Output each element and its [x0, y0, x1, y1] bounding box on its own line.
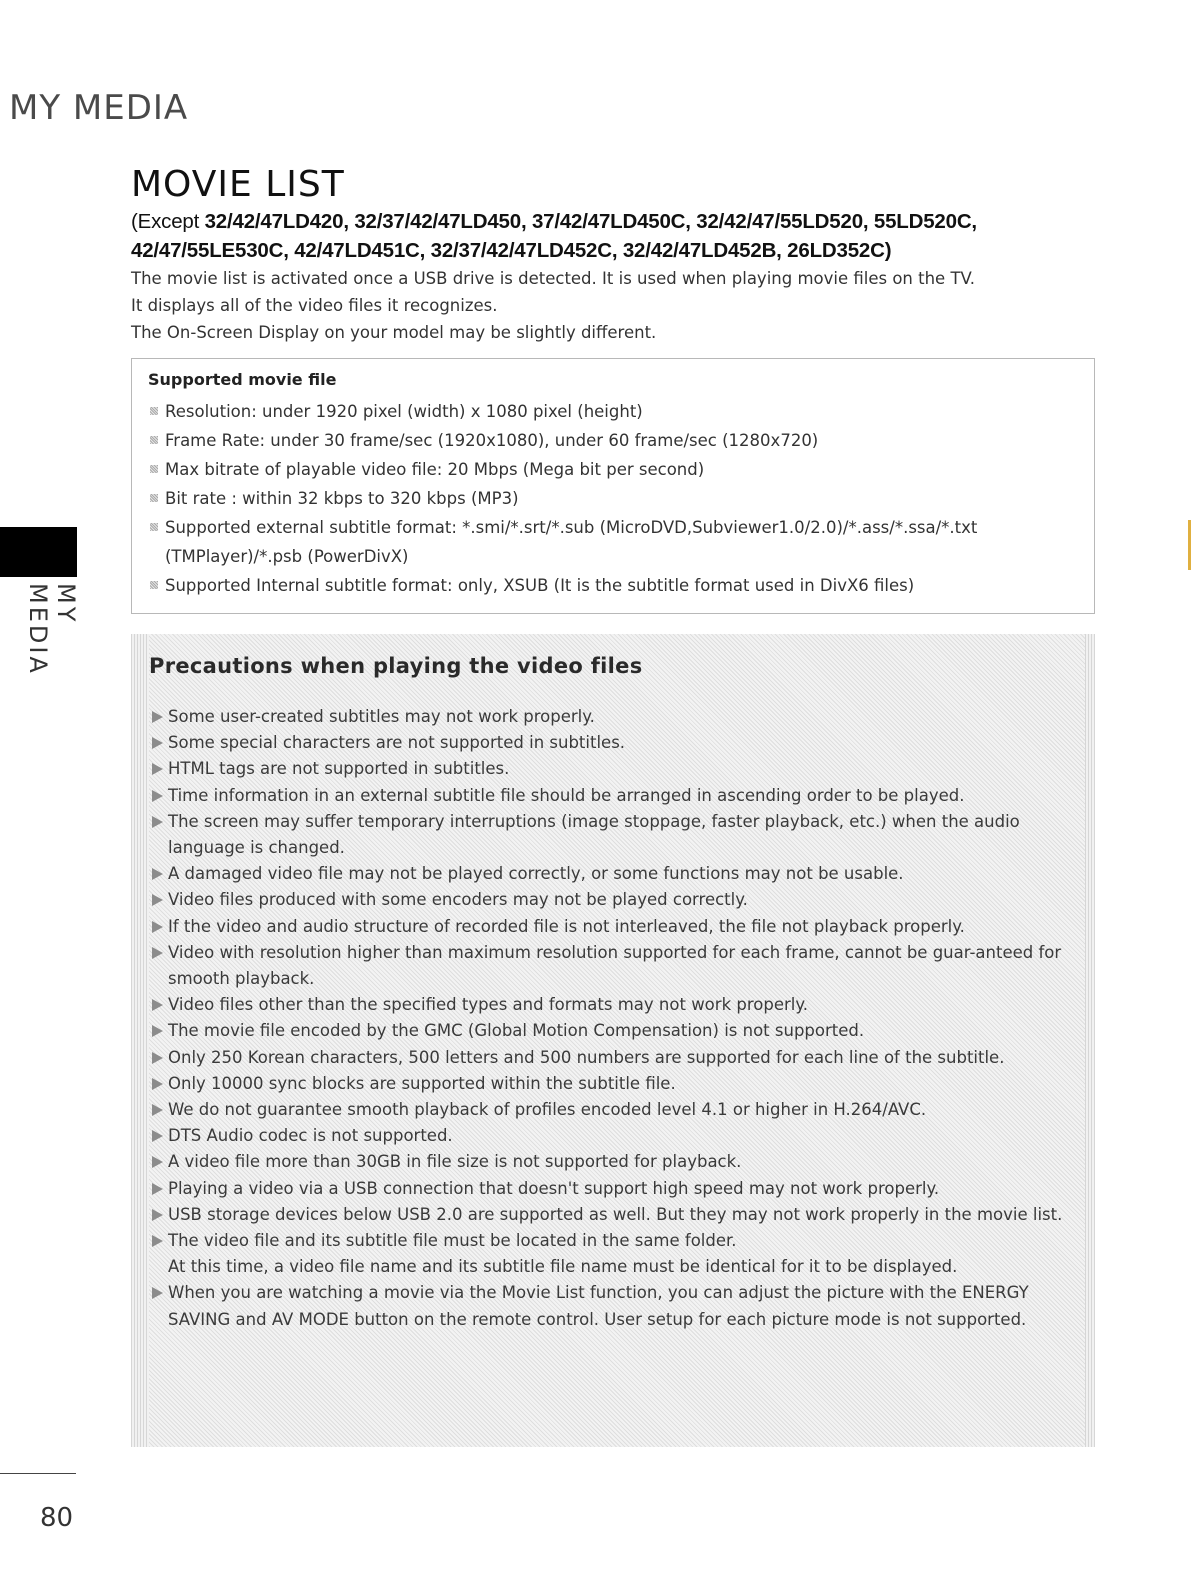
list-item-text: When you are watching a movie via the Movie List function, you can adjust the picture with the ENERGY SAVING and AV MODE button on the remote control. User setup for each picture mode is not supported. [168, 1283, 1029, 1329]
list-item [149, 1149, 1074, 1175]
list-item [149, 1228, 1074, 1254]
list-item [149, 1097, 1074, 1123]
arrow-bullet-icon [152, 1183, 163, 1195]
page-number: 80 [40, 1503, 74, 1533]
list-item-text: A damaged video file may not be played correctly, or some functions may not be usable. [168, 864, 904, 884]
list-item-continuation [149, 1254, 1074, 1280]
arrow-bullet-icon [152, 921, 163, 933]
arrow-bullet-icon [152, 816, 163, 828]
arrow-bullet-icon [152, 894, 163, 906]
list-item [149, 1123, 1074, 1149]
list-item-text: Time information in an external subtitle file should be arranged in ascending order to be played. [168, 785, 965, 805]
list-item [149, 940, 1074, 992]
list-item [149, 1018, 1074, 1044]
list-item-text: Some user-created subtitles may not work properly. [168, 707, 595, 726]
arrow-bullet-icon [152, 1025, 163, 1037]
precautions-box [131, 634, 1095, 1447]
list-item-text: Video with resolution higher than maximum resolution supported for each frame, cannot be guar-anteed for smooth playback. [168, 942, 1062, 989]
intro-line: It displays all of the video files it recognizes. [131, 296, 498, 315]
list-item-text: Supported Internal subtitle format: only, XSUB (It is the subtitle format used in DivX6 files) [165, 576, 915, 595]
list-item [149, 809, 1074, 861]
arrow-bullet-icon [152, 868, 163, 880]
list-item-text: Resolution: under 1920 pixel (width) x 1080 pixel (height) [165, 402, 643, 421]
arrow-bullet-icon [152, 1156, 163, 1168]
list-item [148, 455, 1083, 484]
excluded-models-lead: (Except [131, 210, 200, 233]
list-item [149, 1045, 1074, 1071]
section-title: MOVIE LIST [131, 164, 345, 205]
list-item [148, 397, 1083, 426]
arrow-bullet-icon [152, 1130, 163, 1142]
precautions-list [149, 704, 1074, 1333]
list-item [149, 992, 1074, 1018]
list-item [149, 756, 1074, 782]
footer-rule [0, 1473, 76, 1474]
arrow-bullet-icon [152, 790, 163, 802]
arrow-bullet-icon [152, 1209, 163, 1221]
list-item [149, 861, 1074, 887]
square-bullet-icon [150, 494, 158, 502]
supported-movie-file-title: Supported movie file [148, 370, 337, 389]
side-tab-label: MY MEDIA [24, 583, 80, 676]
list-item-text: Supported external subtitle format: *.smi/*.srt/*.sub (MicroDVD,Subviewer1.0/2.0)/*.ass/*.ssa/*.txt (TMPlayer)/*.psb (PowerDivX) [165, 518, 978, 566]
list-item-text: The video file and its subtitle file must be located in the same folder. [168, 1231, 737, 1251]
supported-movie-file-list [148, 397, 1083, 600]
arrow-bullet-icon [152, 737, 163, 749]
excluded-models-line-2: 42/47/55LE530C, 42/47LD451C, 32/37/42/47LD452C, 32/42/47LD452B, 26LD352C) [131, 239, 892, 262]
square-bullet-icon [150, 523, 158, 531]
excluded-models-list-1: 32/42/47LD420, 32/37/42/47LD450, 37/42/47LD450C, 32/42/47/55LD520, 55LD520C, [204, 210, 977, 233]
list-item-text: Bit rate : within 32 kbps to 320 kbps (MP3) [165, 489, 519, 508]
side-tab-marker [0, 527, 77, 577]
page-header: MY MEDIA [9, 88, 189, 128]
arrow-bullet-icon [152, 1078, 163, 1090]
list-item-text: DTS Audio codec is not supported. [168, 1126, 453, 1146]
precautions-title: Precautions when playing the video files [149, 654, 643, 678]
list-item [149, 783, 1074, 809]
arrow-bullet-icon [152, 1287, 163, 1299]
list-item [149, 704, 1074, 730]
list-item-text: Video files other than the specified types and formats may not work properly. [168, 995, 809, 1015]
list-item-text: We do not guarantee smooth playback of profiles encoded level 4.1 or higher in H.264/AVC. [168, 1100, 927, 1120]
list-item-text: The screen may suffer temporary interruptions (image stoppage, faster playback, etc.) when the audio language is changed. [168, 811, 1020, 858]
excluded-models [131, 207, 1091, 265]
list-item [149, 1071, 1074, 1097]
excluded-models-line-1 [131, 207, 1091, 236]
list-item-text: A video file more than 30GB in file size is not supported for playback. [168, 1152, 742, 1172]
arrow-bullet-icon [152, 999, 163, 1011]
list-item-text: Frame Rate: under 30 frame/sec (1920x1080), under 60 frame/sec (1280x720) [165, 431, 819, 450]
intro-text [131, 265, 1091, 346]
list-item-text: Max bitrate of playable video file: 20 Mbps (Mega bit per second) [165, 460, 705, 479]
arrow-bullet-icon [152, 1235, 163, 1247]
arrow-bullet-icon [152, 763, 163, 775]
arrow-bullet-icon [152, 1104, 163, 1116]
square-bullet-icon [150, 581, 158, 589]
list-item [149, 914, 1074, 940]
list-item-text: USB storage devices below USB 2.0 are supported as well. But they may not work properly in the movie list. [168, 1204, 1063, 1224]
list-item [148, 484, 1083, 513]
list-item-text: If the video and audio structure of recorded file is not interleaved, the file not playback properly. [168, 916, 965, 936]
list-item-text: Some special characters are not supported in subtitles. [168, 733, 626, 753]
square-bullet-icon [150, 407, 158, 415]
intro-line: The movie list is activated once a USB drive is detected. It is used when playing movie files on the TV. [131, 269, 975, 288]
supported-movie-file-box [131, 358, 1095, 614]
square-bullet-icon [150, 465, 158, 473]
list-item-text: Video files produced with some encoders may not be played correctly. [168, 890, 748, 910]
list-item [148, 571, 1083, 600]
list-item-text: HTML tags are not supported in subtitles. [168, 759, 510, 779]
list-item [149, 1176, 1074, 1202]
list-item-text: Only 250 Korean characters, 500 letters and 500 numbers are supported for each line of the subtitle. [168, 1047, 1005, 1067]
intro-line: The On-Screen Display on your model may be slightly different. [131, 323, 657, 342]
list-item [149, 887, 1074, 913]
arrow-bullet-icon [152, 711, 163, 723]
list-item [148, 513, 1083, 571]
list-item [149, 730, 1074, 756]
list-item-text: Only 10000 sync blocks are supported within the subtitle file. [168, 1073, 676, 1093]
list-item-text: The movie file encoded by the GMC (Global Motion Compensation) is not supported. [168, 1021, 865, 1041]
list-item [149, 1202, 1074, 1228]
arrow-bullet-icon [152, 947, 163, 959]
list-item-text: Playing a video via a USB connection that doesn't support high speed may not work properly. [168, 1178, 940, 1198]
list-item [148, 426, 1083, 455]
list-item-text: At this time, a video file name and its subtitle file name must be identical for it to be displayed. [168, 1257, 958, 1277]
square-bullet-icon [150, 436, 158, 444]
arrow-bullet-icon [152, 1052, 163, 1064]
list-item [149, 1280, 1074, 1332]
